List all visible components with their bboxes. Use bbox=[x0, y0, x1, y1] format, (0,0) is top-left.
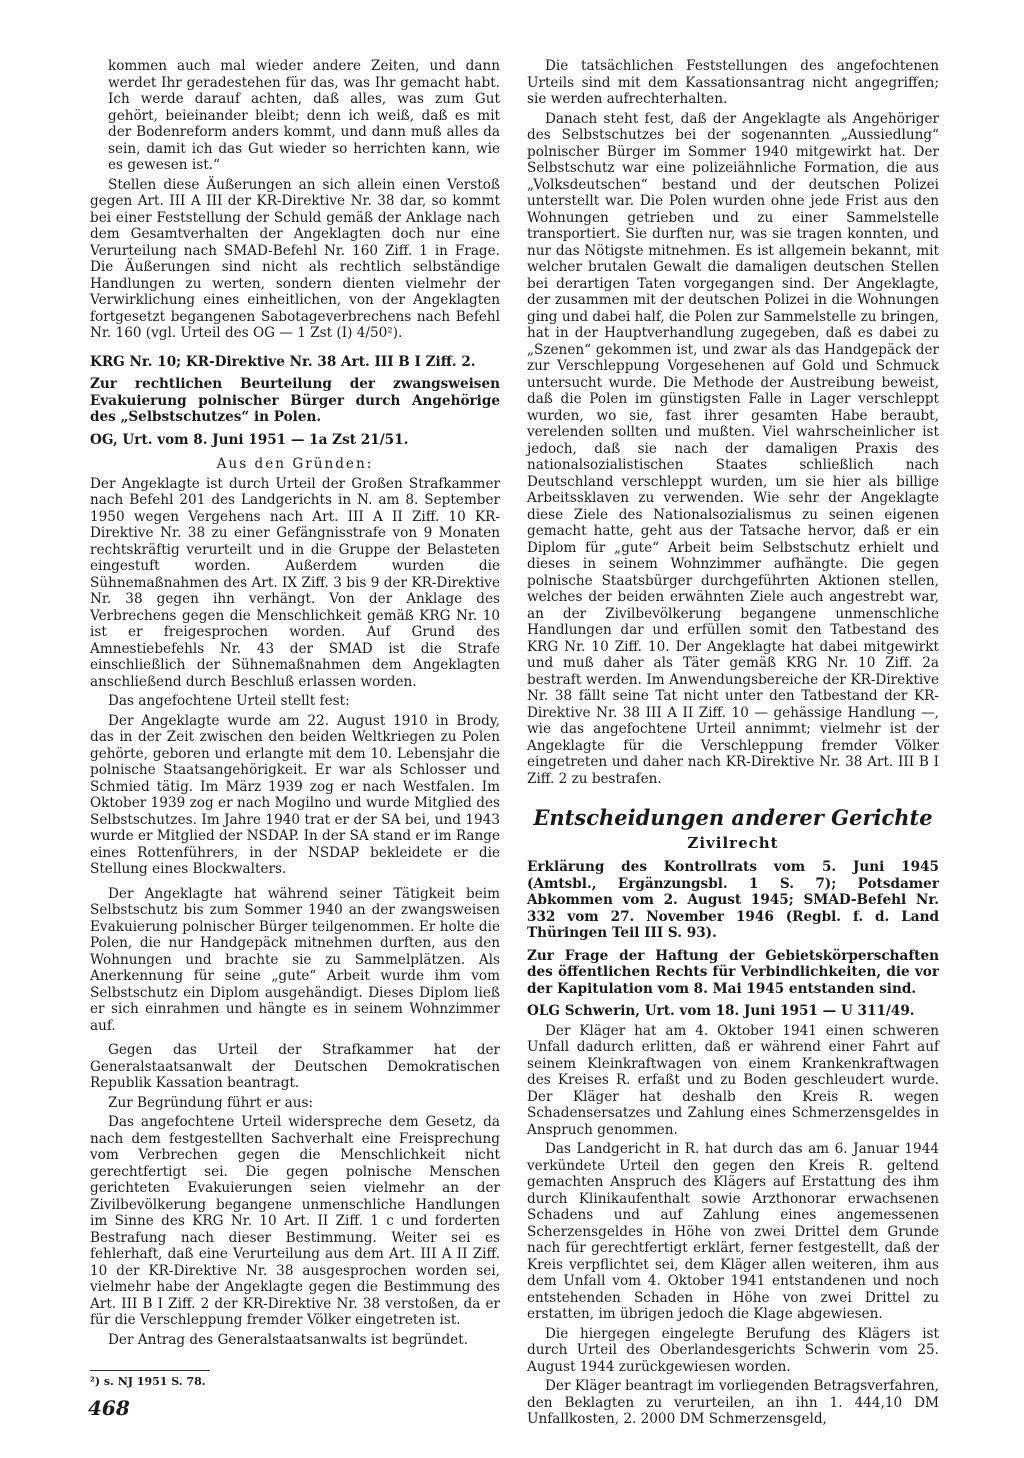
paragraph: Der Kläger hat am 4. Oktober 1941 einen schweren Unfall dadurch erlitten, daß er während einer Fahrt auf seinem Kleinkraftwagen von einem Krankenkraftwagen des Kreises R. erfaßt und zu Boden geschleudert wurde. Der Kläger hat deshalb den Kreis R. wegen Schadensersatzes und Zahlung eines Schmerzensgeldes in Anspruch genommen. bbox=[527, 1022, 939, 1138]
paragraph: Zur Begründung führt er aus: bbox=[108, 1094, 314, 1111]
right-column bbox=[527, 58, 939, 1427]
decision-heading: KRG Nr. 10; KR-Direktive Nr. 38 Art. III B I Ziff. 2. bbox=[90, 353, 476, 370]
quote-paragraph: kommen auch mal wieder andere Zeiten, und dann werdet Ihr geradestehen für das, was Ihr gemacht habt. Ich werde darauf achten, daß alles, was zum Gut gehört, beieinander bleibt; denn ich weiß, daß es mit der Bodenreform anders kommt, und dann muß alles da sein, damit ich das Gut wieder so herrichten kann, wie es gewesen ist.“ bbox=[108, 58, 500, 173]
page-number: 468 bbox=[88, 1396, 130, 1420]
paragraph: Der Antrag des Generalstaatsanwalts ist begründet. bbox=[108, 1331, 469, 1348]
reasons-heading: Aus den Gründen: bbox=[216, 456, 374, 472]
decision-subheading: Zur Frage der Haftung der Gebietskörperschaften des öffentlichen Rechts für Verbindlichkeiten, die vor der Kapitulation vom 8. Mai 1945 entstanden sind. bbox=[527, 947, 939, 997]
decision-subheading: Zur rechtlichen Beurteilung der zwangsweisen Evakuierung polnischer Bürger durch Angehörige des „Selbstschutzes“ in Polen. bbox=[90, 376, 500, 425]
paragraph: Danach steht fest, daß der Angeklagte als Angehöriger des Selbstschutzes bei der sogenannten „Aussiedlung“ polnischer Bürger im Sommer 1940 mitgewirkt hat. Der Selbstschutz war eine polizeiähnliche Formation, die aus „Volksdeutschen“ bestand und der deutschen Polizei unterstellt war. Die Polen wurden ohne jede Frist aus den Wohnungen getrieben und zu einer Sammelstelle transportiert. Sie durften nur, was sie tragen konnten, und nur das Nötigste mitnehmen. Es ist allgemein bekannt, mit welcher brutalen Gewalt die damaligen deutschen Stellen bei derartigen Taten vorgegangen sind. Der Angeklagte, der zusammen mit der deutschen Polizei in die Wohnungen ging und dabei half, die Polen zur Sammelstelle zu bringen, hat in der Hauptverhandlung zugegeben, daß es dabei zu „Szenen“ gekommen ist, und zwar als das Handgepäck der zur Verschleppung Vorgesehenen auf Gold und Schmuck untersucht wurde. Die Methode der Austreibung beweist, daß die Polen im günstigsten Falle in Lager verschleppt wurden, wo sie, fast ihrer gesamten Habe beraubt, verelenden sollten und mußten. Viel wahrscheinlicher ist jedoch, daß sie nach der damaligen Praxis des nationalsozialistischen Staates schließlich nach Deutschland verschleppt wurden, um sie hier als billige Arbeitssklaven zu verwenden. Wie sehr der Angeklagte diese Ziele des Nationalsozialismus zu seinen eigenen gemacht hatte, geht aus der Tatsache hervor, daß er ein Diplom für „gute“ Arbeit beim Selbstschutz erhielt und dieses in seinem Wohnzimmer aufhängte. Die gegen polnische Staatsbürger durchgeführten Aktionen stellen, welches der beiden erwähnten Ziele auch angestrebt war, an der Zivilbevölkerung begangene unmenschliche Handlungen dar und erfüllen somit den Tatbestand des KRG Nr. 10 Ziff. 10. Der Angeklagte hat dabei mitgewirkt und muß daher als Täter gemäß KRG Nr. 10 Ziff. 2a bestraft werden. Im Anwendungsbereiche der KR-Direktive Nr. 38 fällt seine Tat nicht unter den Tatbestand der KR-Direktive Nr. 38 III A II Ziff. 10 — gehässige Handlung —, wie das angefochtene Urteil annimmt; vielmehr ist der Angeklagte für die Verschleppung fremder Völker eingetreten und daher nach KR-Direktive Nr. 38 Art. III B I Ziff. 2 zu bestrafen. bbox=[527, 110, 939, 787]
decision-reference: OG, Urt. vom 8. Juni 1951 — 1a Zst 21/51. bbox=[90, 431, 409, 448]
paragraph: Die hiergegen eingelegte Berufung des Klägers ist durch Urteil des Oberlandesgerichts Schwerin vom 25. August 1944 zurückgewiesen worden. bbox=[527, 1325, 939, 1375]
paragraph: Der Angeklagte ist durch Urteil der Großen Strafkammer nach Befehl 201 des Landgerichts in N. am 8. September 1950 wegen Vergehens nach Art. III A II Ziff. 10 KR-Direktive Nr. 38 zu einer Gefängnisstrafe von 9 Monaten rechtskräftig verurteilt und in die Gruppe der Belasteten eingestuft worden. Außerdem wurden die Sühnemaßnahmen des Art. IX Ziff. 3 bis 9 der KR-Direktive Nr. 38 gegen ihn verhängt. Von der Anklage des Verbrechens gegen die Menschlichkeit gemäß KRG Nr. 10 ist er freigesprochen worden. Auf Grund des Amnestiebefehls Nr. 43 der SMAD ist die Strafe einschließlich der Sühnemaßnahmen dem Angeklagten anschließend durch Beschluß erlassen worden. bbox=[90, 475, 500, 690]
paragraph: Die tatsächlichen Feststellungen des angefochtenen Urteils sind mit dem Kassationsantrag nicht angegriffen; sie werden aufrechterhalten. bbox=[527, 58, 939, 107]
footnote-divider bbox=[90, 1370, 210, 1371]
paragraph: Der Angeklagte hat während seiner Tätigkeit beim Selbstschutz bis zum Sommer 1940 an der zwangsweisen Evakuierung polnischer Bürger teilgenommen. Er holte die Polen, die nur Handgepäck mitnehmen durften, aus den Wohnungen und brachte sie zu Sammelplätzen. Als Anerkennung für seine „gute“ Arbeit wurde ihm vom Selbstschutz ein Diplom ausgehändigt. Dieses Diplom ließ er sich einrahmen und hängte es in seinem Wohnzimmer auf. bbox=[90, 885, 500, 1034]
paragraph: Das angefochtene Urteil stellt fest: bbox=[108, 693, 350, 709]
left-column bbox=[90, 58, 500, 1368]
section-subtitle: Zivilrecht bbox=[687, 834, 779, 852]
paragraph: Das angefochtene Urteil widerspreche dem Gesetz, da nach dem festgestellten Sachverhalt eine Freisprechung vom Verbrechen gegen die Menschlichkeit nicht gerechtfertigt sei. Die gegen polnische Menschen gerichteten Evakuierungen seien vielmehr an der Zivilbevölkerung begangene unmenschliche Handlungen im Sinne des KRG Nr. 10 Art. II Ziff. 1 c und forderten Bestrafung nach dieser Bestimmung. Weiter sei es fehlerhaft, daß eine Verurteilung aus dem Art. III A II Ziff. 10 der KR-Direktive Nr. 38 ausgesprochen worden sei, vielmehr habe der Angeklagte gegen die Bestimmung des Art. III B I Ziff. 2 der KR-Direktive Nr. 38 verstoßen, da er für die Verschleppung fremder Völker eingetreten ist. bbox=[90, 1114, 500, 1328]
paragraph: Der Kläger beantragt im vorliegenden Betragsverfahren, den Beklagten zu verurteilen, an ihn 1. 444,10 DM Unfallkosten, 2. 2000 DM Schmerzensgeld, bbox=[527, 1378, 939, 1427]
footnote: ²) s. NJ 1951 S. 78. bbox=[90, 1375, 206, 1388]
decision-reference: OLG Schwerin, Urt. vom 18. Juni 1951 — U 311/49. bbox=[527, 1003, 915, 1019]
paragraph: Das Landgericht in R. hat durch das am 6. Januar 1944 verkündete Urteil den gegen den Kreis R. geltend gemachten Anspruch des Klägers auf Erstattung des ihm durch Klinikaufenthalt sowie Arzthonorar erwachsenen Schadens und auf Zahlung eines angemessenen Scherzensgeldes in Höhe von zwei Drittel dem Grunde nach für gerechtfertigt erklärt, ferner festgestellt, daß der Kreis verpflichtet sei, dem Kläger allen weiteren, ihm aus dem Unfall vom 4. Oktober 1941 entstandenen und noch entstehenden Schaden in Höhe von zwei Drittel zu erstatten, im übrigen jedoch die Klage abgewiesen. bbox=[527, 1141, 939, 1322]
paragraph: Gegen das Urteil der Strafkammer hat der Generalstaatsanwalt der Deutschen Demokratischen Republik Kassation beantragt. bbox=[90, 1042, 500, 1091]
section-title: Entscheidungen anderer Gerichte bbox=[533, 805, 933, 830]
paragraph: Stellen diese Äußerungen an sich allein einen Verstoß gegen Art. III A III der KR-Direktive Nr. 38 dar, so kommt bei einer Feststellung der Schuld gemäß der Anklage nach dem Gesamtverhalten der Angeklagten doch nur eine Verurteilung nach SMAD-Befehl Nr. 160 Ziff. 1 in Frage. Die Äußerungen sind nicht als rechtlich selbständige Handlungen zu werten, sondern dienten vielmehr der Verwirklichung eines einheitlichen, von der Angeklagten fortgesetzt begangenen Sabotageverbrechens nach Befehl Nr. 160 (vgl. Urteil des OG — 1 Zst (I) 4/50²). bbox=[90, 176, 500, 341]
decision-heading: Erklärung des Kontrollrats vom 5. Juni 1945 (Amtsbl., Ergänzungsbl. 1 S. 7); Potsdamer Abkommen vom 2. August 1945; SMAD-Befehl Nr. 332 vom 27. November 1946 (Regbl. f. d. Land Thüringen Teil III S. 93). bbox=[527, 859, 939, 941]
paragraph: Der Angeklagte wurde am 22. August 1910 in Brody, das in der Zeit zwischen den beiden Weltkriegen zu Polen gehörte, geboren und erlangte mit dem 10. Lebensjahr die polnische Staatsangehörigkeit. Er war als Schlosser und Schmied tätig. Im März 1939 zog er nach Westfalen. Im Oktober 1939 zog er nach Mogilno und wurde Mitglied des Selbstschutzes. Im Jahre 1940 trat er der SA bei, und 1943 wurde er Mitglied der NSDAP. In der SA stand er im Range eines Rottenführers, in der NSDAP bekleidete er die Stellung eines Blockwalters. bbox=[90, 712, 500, 877]
